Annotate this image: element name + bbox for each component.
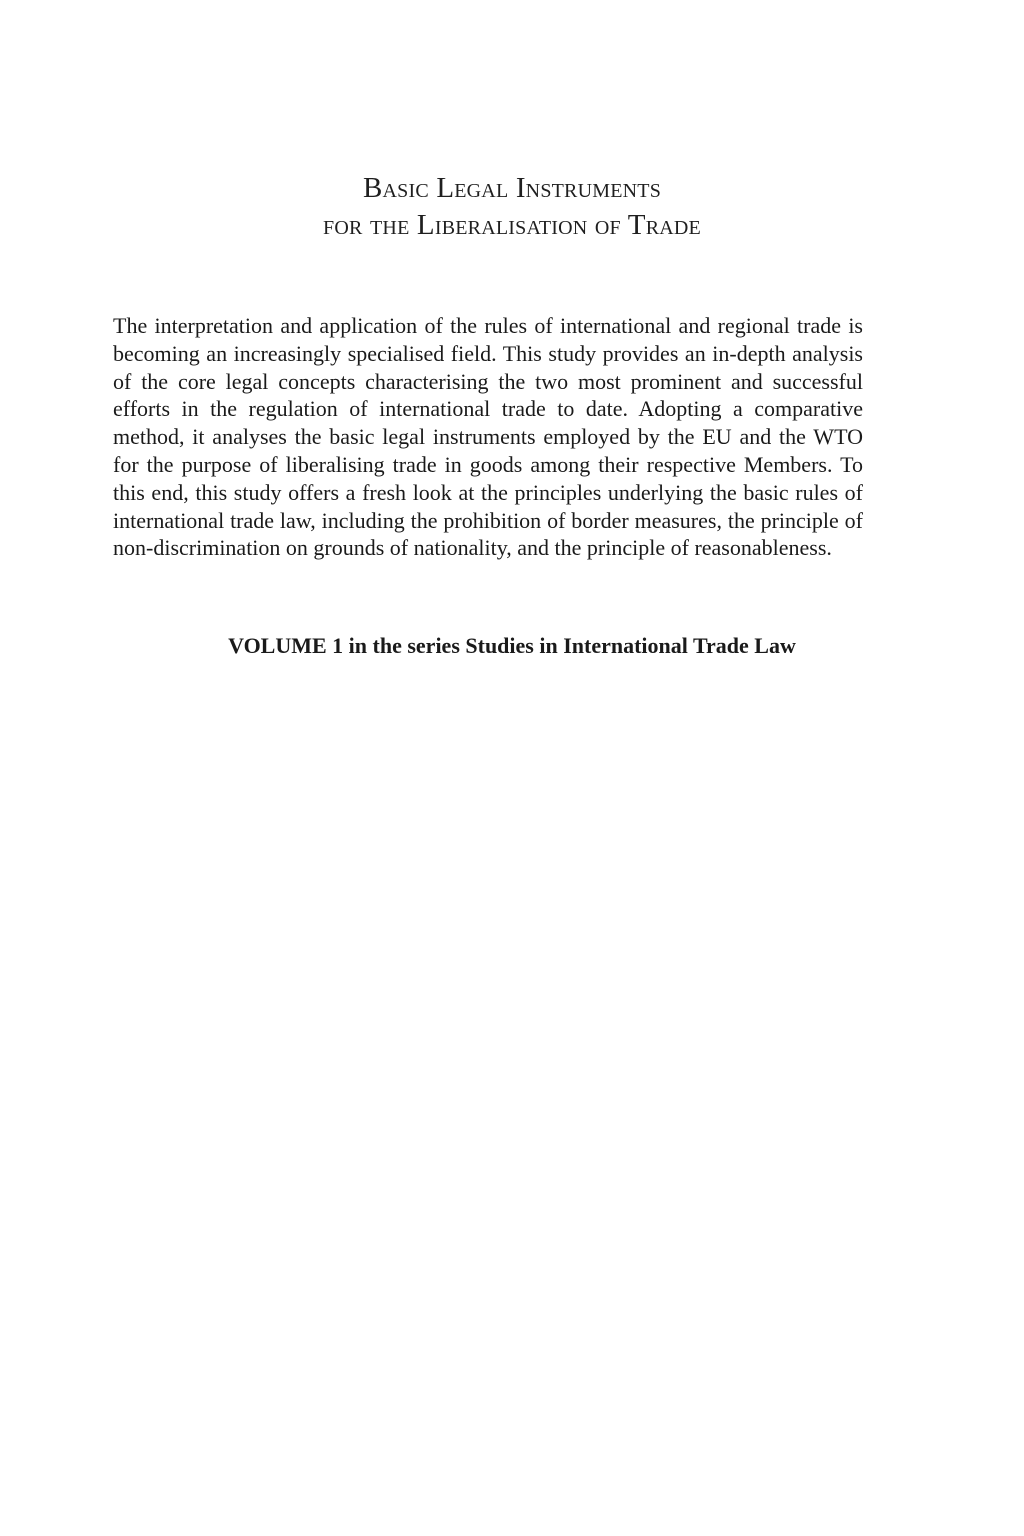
series-statement: VOLUME 1 in the series Studies in International Trade Law <box>228 633 796 658</box>
book-description: The interpretation and application of the rules of international and regional trade is becoming an increasingly specialised field. This study provides an in-depth analysis of the core legal concepts characterising the two most prominent and successful efforts in the regulation of international trade to date. Adopting a comparative method, it analyses the basic legal instruments employed by the EU and the WTO for the purpose of liberalising trade in goods among their respective Members. To this end, this study offers a fresh look at the principles underlying the basic rules of international trade law, including the prohibition of border measures, the principle of non-discrimination on grounds of nationality, and the principle of reasonableness. <box>113 313 863 561</box>
book-title <box>0 170 1024 244</box>
title-line-2: for the Liberalisation of Trade <box>323 209 701 241</box>
title-line-1: Basic Legal Instruments <box>362 172 662 204</box>
